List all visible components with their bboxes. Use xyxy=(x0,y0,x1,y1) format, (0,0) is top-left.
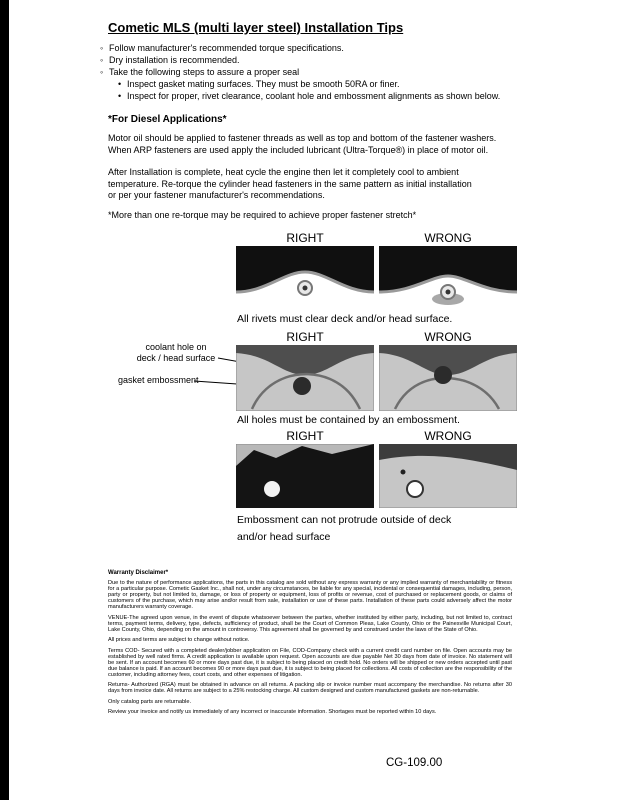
binding-edge-bar xyxy=(0,0,9,800)
tip-subitem: • Inspect for proper, rivet clearance, coolant hole and embossment alignments as shown below. xyxy=(118,90,540,102)
label-line: deck / head surface xyxy=(136,352,216,363)
caption-line: and/or head surface xyxy=(237,531,331,543)
disclaimer-paragraph: All prices and terms are subject to change without notice. xyxy=(108,637,250,643)
paragraph-line: or per your fastener manufacturer's recommendations. xyxy=(108,190,325,200)
installation-tips-list xyxy=(100,42,540,102)
gasket-embossment-label: gasket embossment xyxy=(118,375,199,385)
diesel-paragraph-motor-oil xyxy=(108,133,496,156)
row2-right-label: RIGHT xyxy=(286,330,324,344)
disclaimer-paragraph: Review your invoice and notify us immediately of any incorrect or inaccurate information. Shortages must be reported within 10 days. xyxy=(108,709,437,715)
hole-contained-icon xyxy=(236,345,374,411)
paragraph-line: temperature. Re-torque the cylinder head fasteners in the same pattern as initial installation xyxy=(108,178,472,189)
row1-caption: All rivets must clear deck and/or head surface. xyxy=(237,313,453,325)
embossment-containment-wrong-diagram xyxy=(379,345,517,411)
rivet-clear-icon xyxy=(236,246,374,310)
diesel-applications-heading: *For Diesel Applications* xyxy=(108,114,227,125)
embossment-outside-icon xyxy=(379,444,517,508)
disclaimer-paragraph: Terms COD- Secured with a completed dealer/jobber application on File, COD-Company check with a current credit card number on file. Open accounts may be established by well rated firms. A credit application is available upon request. Open accounts are due payable Net 30 days from date of invoice. No statement will be sent. If an account becomes 60 or more days past due, it is subject to being placed on credit hold. No orders will be shipped or new orders accepted until past due balance is paid. If an account becomes 90 or more days past due, it is subject to being placed for collections. All costs of collection are the responsibility of the customer, including attorney fees, court costs, and other expenses of litigation. xyxy=(108,647,512,678)
row3-wrong-label: WRONG xyxy=(424,429,472,443)
disclaimer-paragraph: Only catalog parts are returnable. xyxy=(108,698,192,705)
tip-subitem: • Inspect gasket mating surfaces. They must be smooth 50RA or finer. xyxy=(118,78,540,90)
paragraph-line: When ARP fasteners are used apply the included lubricant (Ultra-Torque®) in place of motor oil. xyxy=(108,144,489,155)
paragraph-line: After Installation is complete, heat cycle the engine then let it completely cool to ambient xyxy=(108,167,459,177)
rivet-interference-icon xyxy=(379,246,517,310)
embossment-containment-right-diagram xyxy=(236,345,374,411)
warranty-disclaimer xyxy=(108,570,512,720)
label-line: coolant hole on xyxy=(145,342,207,352)
tip-item: ◦ Dry installation is recommended. xyxy=(100,54,540,66)
tip-item: ◦ Take the following steps to assure a proper seal xyxy=(100,66,540,78)
row2-caption: All holes must be contained by an embossment. xyxy=(237,414,460,426)
caption-line: Embossment can not protrude outside of deck xyxy=(237,514,452,526)
page-code: CG-109.00 xyxy=(386,757,443,769)
rivet-clearance-wrong-diagram xyxy=(379,246,517,310)
row1-right-label: RIGHT xyxy=(286,231,324,245)
row2-wrong-label: WRONG xyxy=(424,330,472,344)
row3-caption xyxy=(237,512,451,546)
page-title: Cometic MLS (multi layer steel) Installation Tips xyxy=(108,20,404,35)
diesel-paragraph-heat-cycle xyxy=(108,167,472,202)
disclaimer-paragraph: Returns- Authorized (RGA) must be obtained in advance on all returns. A packing slip or invoice number must accompany the merchandise. No returns after 30 days from invoice date. All returns are subject to a 25% restocking charge. All custom designed and custom manufactured gaskets are non-returnable. xyxy=(108,682,512,694)
disclaimer-paragraph: VENUE-The agreed upon venue, in the event of dispute whatsoever between the parties, whether instituted by either party, including, but not limited to, contract terms, payment terms, delivery, type, defects, sufficiency of product, shall be the Court of Common Pleas, Lake County, Ohio or the Painesville Municipal Court, Lake County, Ohio, depending on the amount in controversy. This agreement shall be governed by and construed under the laws of the State of Ohio. xyxy=(108,614,512,633)
row3-right-label: RIGHT xyxy=(286,429,324,443)
hole-not-contained-icon xyxy=(379,345,517,411)
paragraph-line: Motor oil should be applied to fastener threads as well as top and bottom of the fastener washers. xyxy=(108,133,497,143)
row1-wrong-label: WRONG xyxy=(424,231,472,245)
tip-item: ◦ Follow manufacturer's recommended torque specifications. xyxy=(100,42,540,54)
rivet-clearance-right-diagram xyxy=(236,246,374,310)
warranty-disclaimer-heading: Warranty Disclaimer* xyxy=(108,570,169,576)
retorque-note: *More than one re-torque may be required to achieve proper fastener stretch* xyxy=(108,210,417,220)
disclaimer-paragraph: Due to the nature of performance applications, the parts in this catalog are sold without any express warranty or any implied warranty of merchantability or fitness for a particular purpose. Cometic Gasket Inc., shall not, under any circumstances, be liable for any special, incidental or consequential damages, including, person, party or property, but not limited to, damage, or loss of property or equipment, loss of profits or revenue, cost of purchased or replacement goods, or claims of customers of the purchase, which may arise and/or result from sale, installation or use of these parts. Installation of these parts could adversely affect the motor manufacturers warranty coverage. xyxy=(108,580,512,610)
embossment-protrusion-right-diagram xyxy=(236,444,374,508)
embossment-protrusion-wrong-diagram xyxy=(379,444,517,508)
embossment-inside-icon xyxy=(236,444,374,508)
